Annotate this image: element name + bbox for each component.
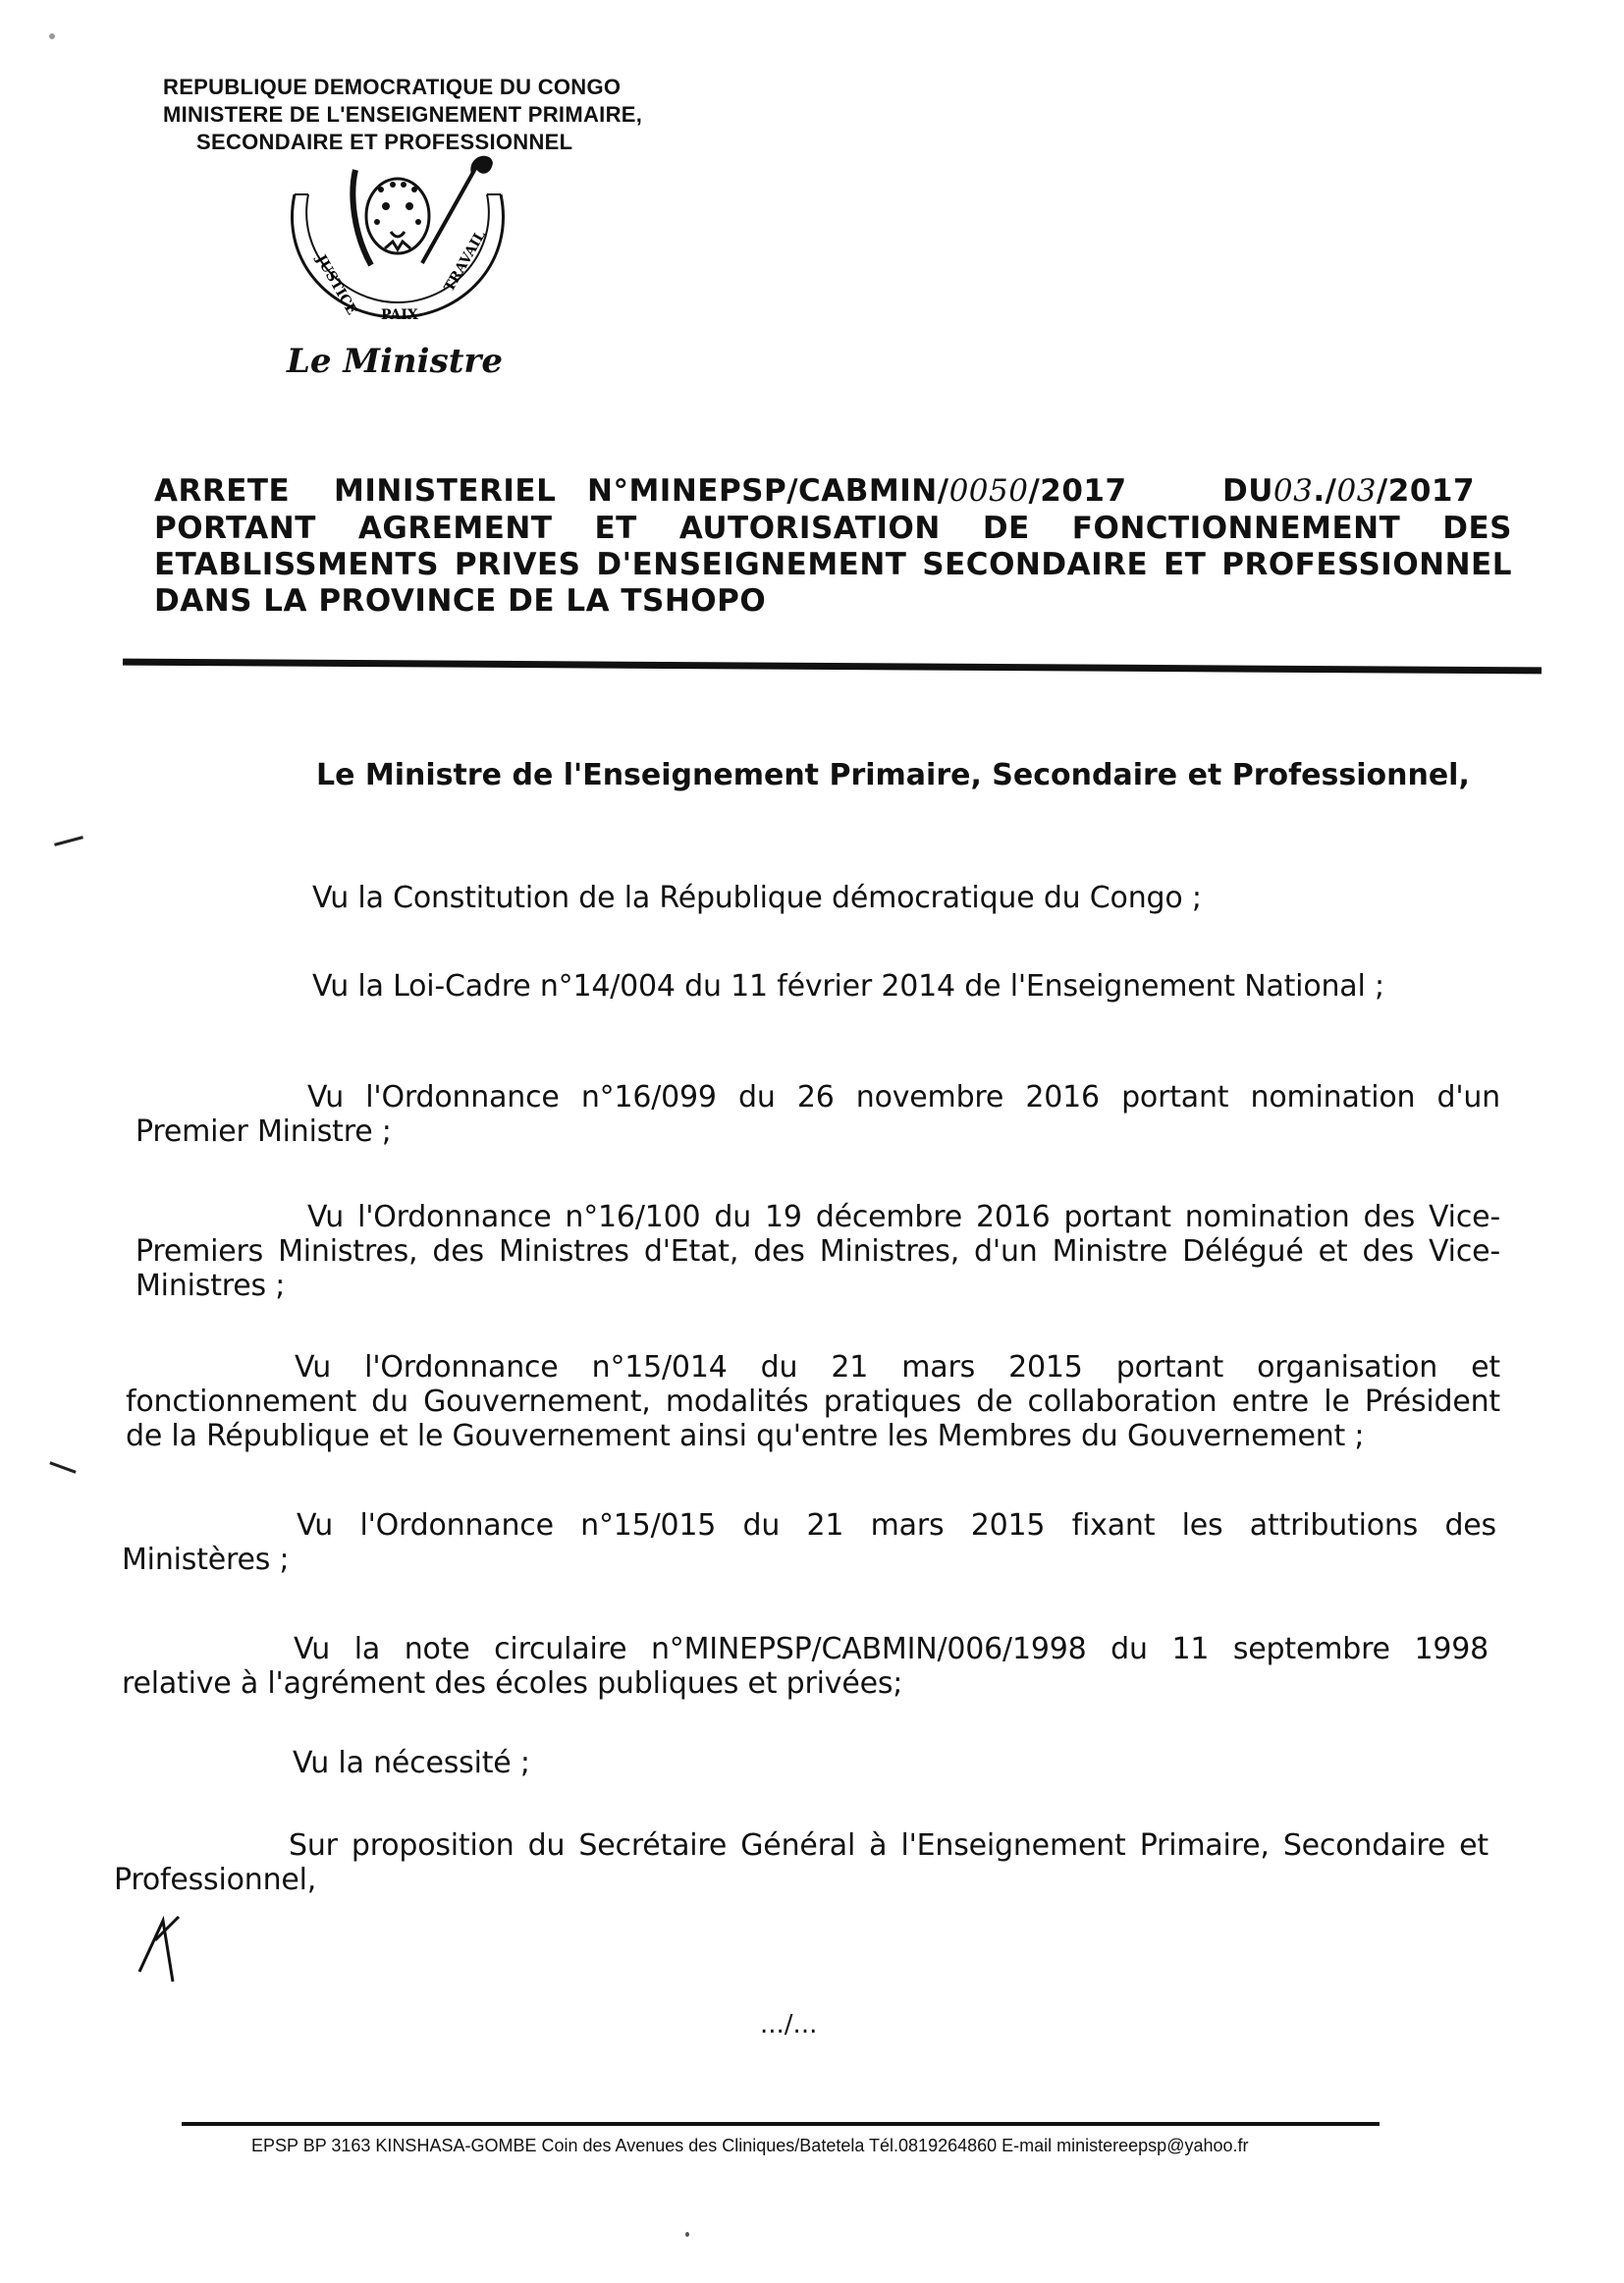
recital-constitution: Vu la Constitution de la République démocratique du Congo ;	[312, 881, 1202, 915]
recital-line: Professionnel,	[114, 1863, 317, 1897]
recital-ordonnance-15-014	[126, 1350, 1500, 1453]
title-date-sep: ./	[1313, 473, 1337, 509]
recital-line: Ministres ;	[135, 1269, 286, 1303]
scan-mark	[49, 33, 55, 39]
recital-line: Vu la note circulaire n°MINEPSP/CABMIN/006/1998 du 11 septembre 1998	[294, 1632, 1489, 1666]
recital-ordonnance-16-100	[135, 1200, 1500, 1303]
title-ref-number: 0050	[948, 473, 1029, 509]
recital-line: Premier Ministre ;	[135, 1114, 392, 1149]
decree-title-line3: ETABLISSMENTS PRIVES D'ENSEIGNEMENT SECONDAIRE ET PROFESSIONNEL	[154, 547, 1512, 582]
title-ref-year: /2017	[1028, 473, 1127, 509]
title-date-day: 03	[1272, 473, 1314, 509]
footer-divider	[182, 2122, 1380, 2126]
title-reference	[587, 473, 1127, 509]
recital-ordonnance-15-015	[122, 1508, 1496, 1577]
recital-ordonnance-16-099	[135, 1080, 1500, 1149]
header-ministry: MINISTERE DE L'ENSEIGNEMENT PRIMAIRE,	[163, 102, 643, 127]
title-date-year: /2017	[1376, 473, 1476, 509]
recital-necessite: Vu la nécessité ;	[293, 1746, 530, 1780]
recital-line: Vu l'Ordonnance n°15/014 du 21 mars 2015 portant organisation et	[295, 1350, 1500, 1385]
title-divider	[123, 659, 1542, 675]
decree-title-line4: DANS LA PROVINCE DE LA TSHOPO	[154, 583, 767, 619]
recital-line: fonctionnement du Gouvernement, modalités pratiques de collaboration entre le Président	[126, 1385, 1500, 1419]
header-ministry-cont: SECONDAIRE ET PROFESSIONNEL	[196, 130, 573, 154]
recital-loi-cadre: Vu la Loi-Cadre n°14/004 du 11 février 2014 de l'Enseignement National ;	[312, 969, 1384, 1004]
title-word-arrete: ARRETE	[154, 473, 291, 509]
recital-note-circulaire	[122, 1632, 1489, 1701]
recital-proposition	[114, 1828, 1489, 1897]
title-word-ministeriel: MINISTERIEL	[334, 473, 557, 509]
motto-left-text: JUSTICE	[312, 252, 360, 318]
initials-mark-icon	[135, 1913, 185, 1986]
recital-line: Premiers Ministres, des Ministres d'Etat, des Ministres, d'un Ministre Délégué et des Vice-	[135, 1234, 1500, 1269]
recital-line: Sur proposition du Secrétaire Général à l'Enseignement Primaire, Secondaire et	[289, 1828, 1489, 1863]
title-ref-prefix: N°MINEPSP/CABMIN/	[587, 473, 949, 509]
motto-right-text: TRAVAIL	[441, 228, 489, 295]
scan-mark	[54, 836, 83, 846]
recital-line: Vu l'Ordonnance n°16/099 du 26 novembre 2016 portant nomination d'un	[307, 1080, 1500, 1114]
preamble-heading: Le Ministre de l'Enseignement Primaire, Secondaire et Professionnel,	[316, 758, 1470, 792]
title-date	[1222, 473, 1475, 509]
recital-line: relative à l'agrément des écoles publiques et privées;	[122, 1666, 903, 1701]
continuation-marker: .../...	[760, 2010, 818, 2039]
leopard-seal-icon	[275, 155, 520, 332]
recital-line: Ministères ;	[122, 1543, 290, 1577]
scan-mark	[685, 2232, 689, 2237]
scan-mark	[49, 1461, 76, 1473]
header-republic: REPUBLIQUE DEMOCRATIQUE DU CONGO	[163, 75, 622, 99]
signatory-title: Le Ministre	[287, 342, 503, 381]
recital-line: Vu l'Ordonnance n°16/100 du 19 décembre 2016 portant nomination des Vice-	[307, 1200, 1500, 1234]
motto-center-text: PAIX	[381, 307, 418, 323]
title-date-month: 03	[1336, 473, 1377, 509]
footer-address: EPSP BP 3163 KINSHASA-GOMBE Coin des Avenues des Cliniques/Batetela Tél.0819264860 E-mail ministereepsp@yahoo.fr	[251, 2136, 1249, 2155]
decree-title-line2: PORTANT AGREMENT ET AUTORISATION DE FONCTIONNEMENT DES	[154, 511, 1512, 546]
recital-line: Vu l'Ordonnance n°15/015 du 21 mars 2015 fixant les attributions des	[297, 1508, 1496, 1543]
recital-line: de la République et le Gouvernement ainsi qu'entre les Membres du Gouvernement ;	[126, 1419, 1365, 1453]
title-date-du: DU	[1222, 473, 1273, 509]
